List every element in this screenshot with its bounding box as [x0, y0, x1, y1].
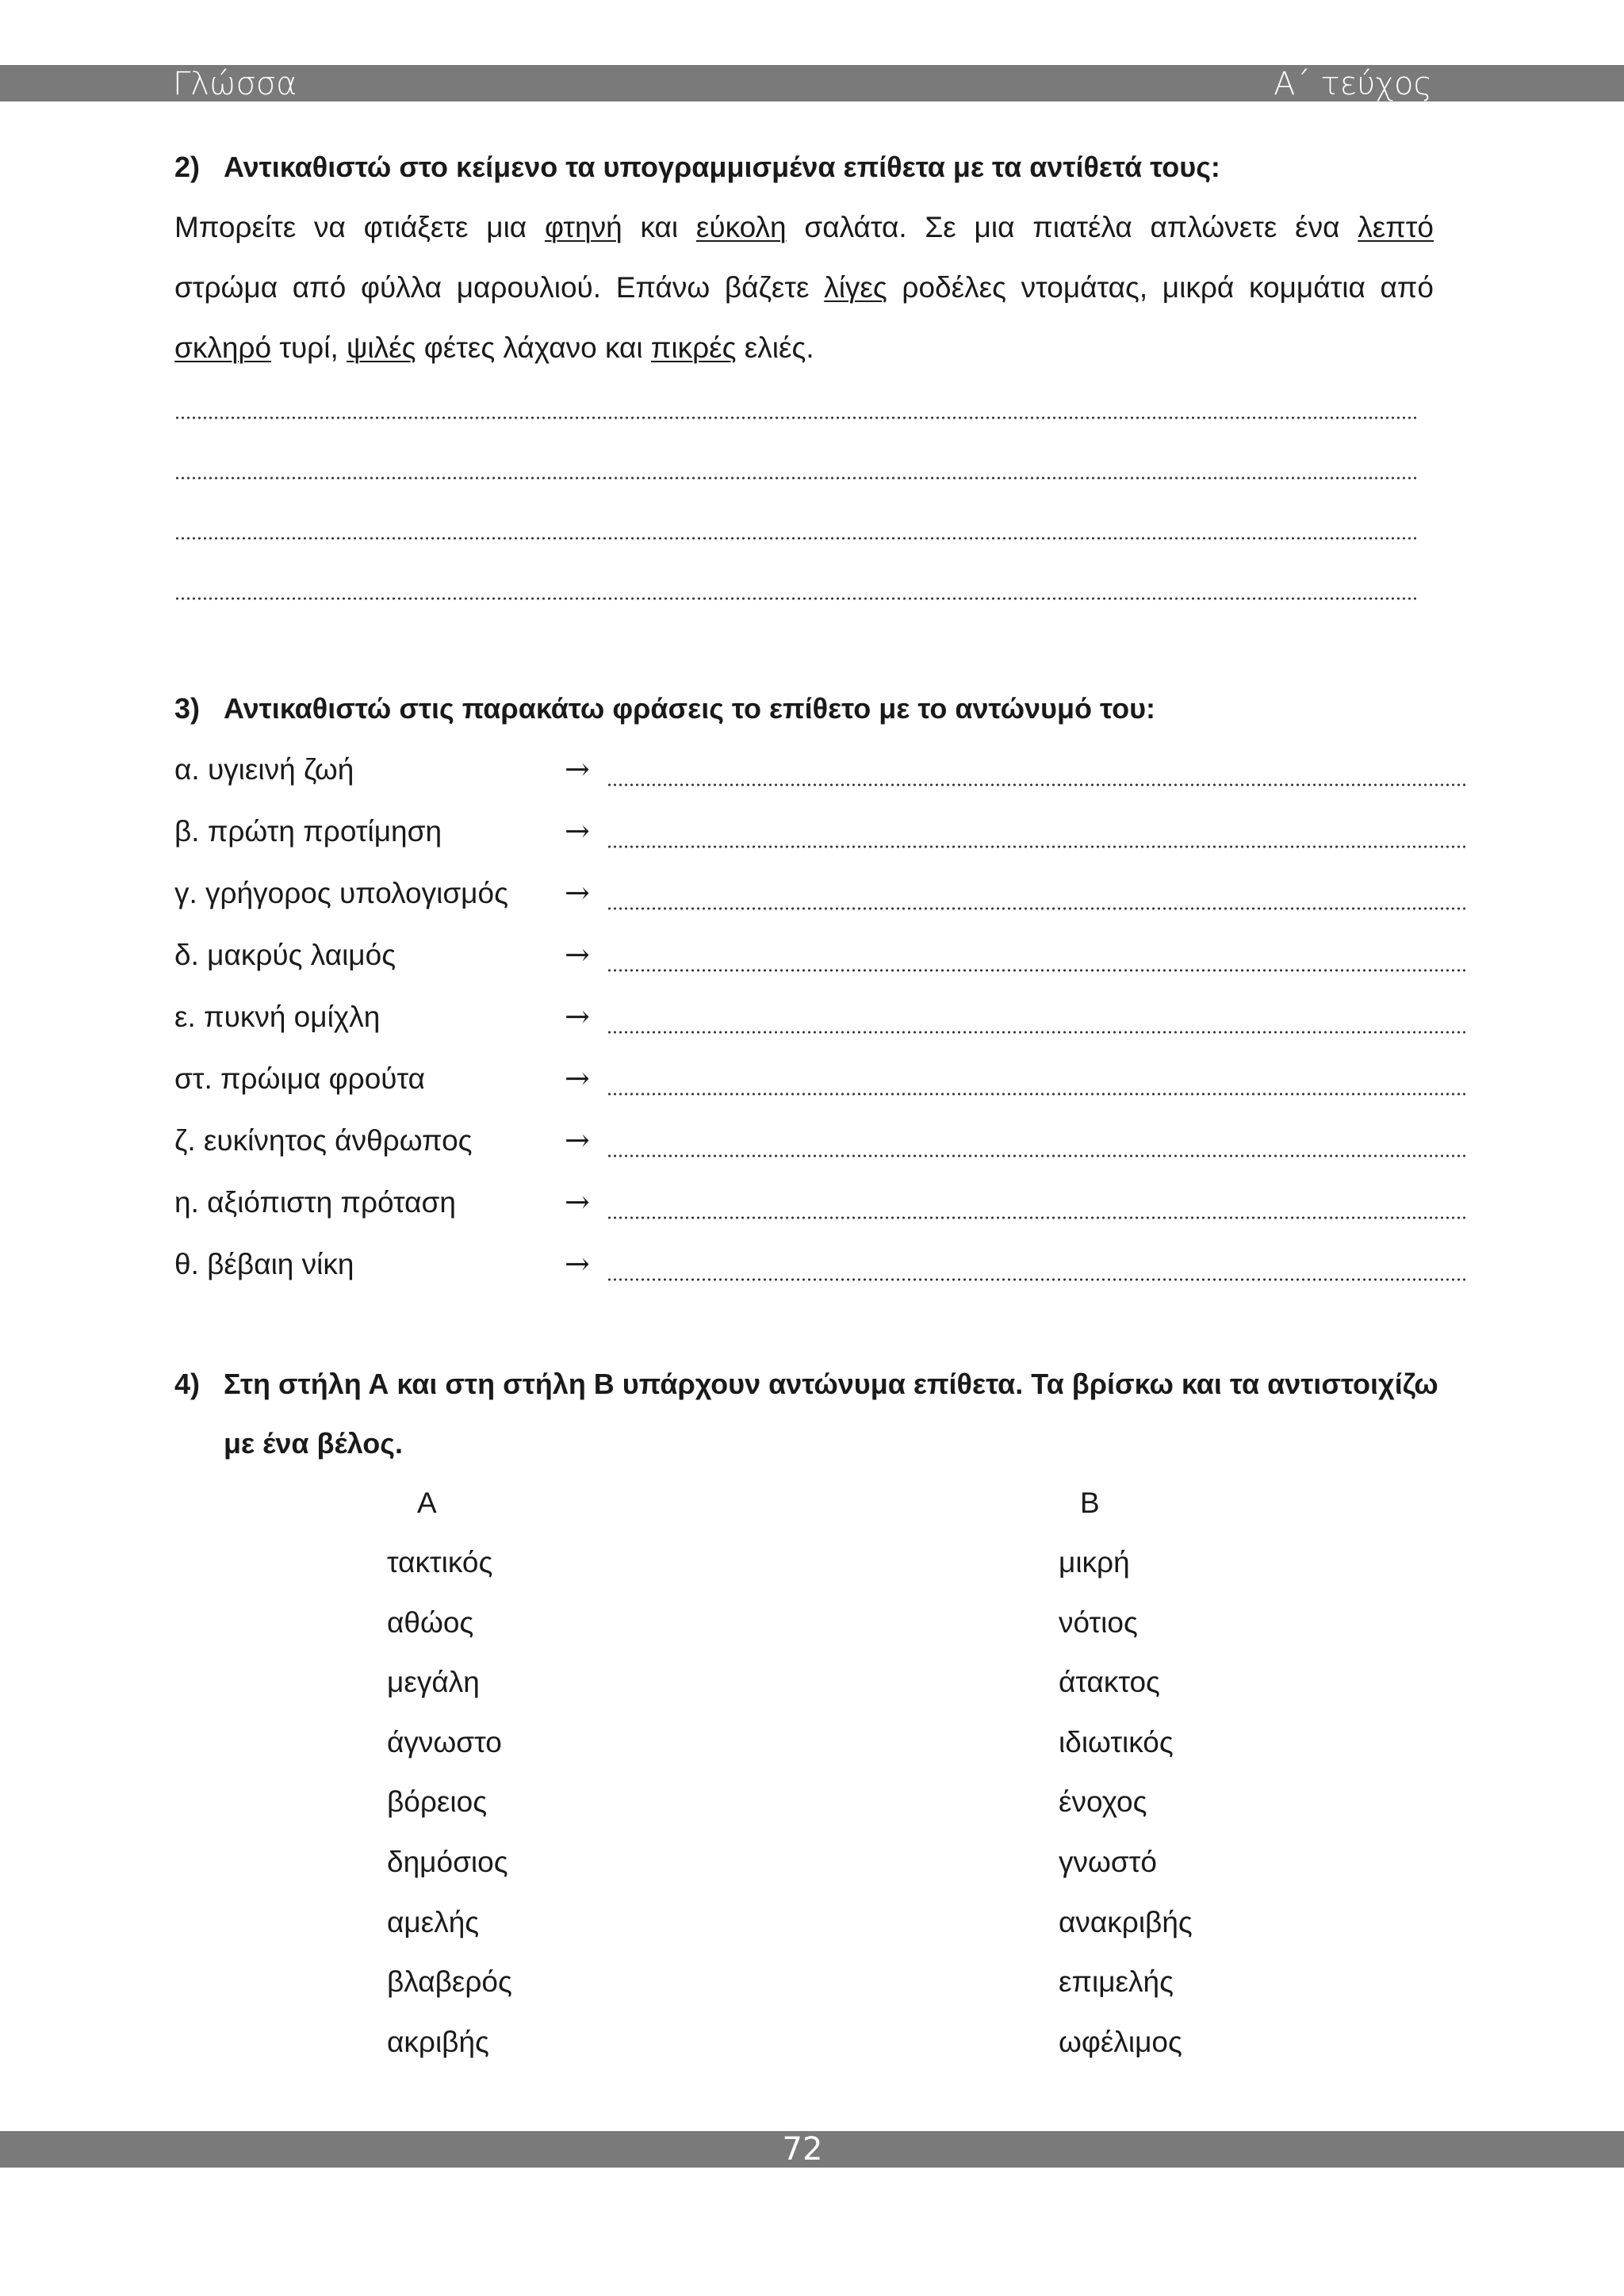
exercise-row — [174, 1186, 1300, 1226]
arrow-right-icon: → — [565, 752, 590, 786]
column-b-header: Β — [1080, 1487, 1100, 1519]
answer-line[interactable] — [607, 1031, 1467, 1034]
text: φέτες λάχανο και — [423, 331, 643, 364]
phrase: η. αξιόπιστη πρόταση — [174, 1186, 456, 1219]
column-a-word[interactable]: βόρειος — [387, 1785, 488, 1819]
exercise-row — [174, 753, 1300, 793]
column-b-word[interactable]: ωφέλιμος — [1059, 2025, 1182, 2058]
phrase: στ. πρώιμα φρούτα — [174, 1062, 426, 1095]
header-volume: Α΄ τεύχος — [1274, 66, 1432, 102]
column-a-word[interactable]: τακτικός — [387, 1546, 493, 1578]
phrase: ζ. ευκίνητος άνθρωπος — [174, 1124, 473, 1157]
column-a-word[interactable]: μεγάλη — [387, 1666, 480, 1699]
answer-line[interactable] — [607, 907, 1467, 910]
column-a-word[interactable]: άγνωστο — [387, 1725, 502, 1758]
underlined-adjective: φτηνή — [544, 211, 622, 243]
text: ροδέλες ντομάτας, μικρά κομμάτια από — [902, 271, 1434, 304]
column-b-word[interactable]: άτακτος — [1059, 1666, 1160, 1699]
column-a-word[interactable]: ακριβής — [387, 2025, 489, 2058]
exercise-row — [174, 1001, 1300, 1040]
column-b-word[interactable]: γνωστό — [1059, 1846, 1157, 1878]
arrow-right-icon: → — [565, 999, 590, 1034]
arrow-right-icon: → — [565, 1123, 590, 1158]
phrase: θ. βέβαιη νίκη — [174, 1248, 354, 1280]
answer-line[interactable] — [607, 1216, 1467, 1219]
answer-line[interactable] — [607, 845, 1467, 848]
underlined-adjective: λίγες — [824, 271, 887, 304]
text: Μπορείτε να φτιάξετε μια — [174, 211, 527, 243]
phrase: α. υγιεινή ζωή — [174, 753, 354, 786]
exercise-row — [174, 1062, 1300, 1102]
q2-text-line-3 — [174, 331, 1434, 365]
question-number: 2) — [174, 151, 201, 183]
text: στρώμα από φύλλα μαρουλιού. Επάνω βάζετε — [174, 271, 810, 304]
question-number: 4) — [174, 1368, 201, 1400]
exercise-row — [174, 815, 1300, 855]
underlined-adjective: πικρές — [650, 331, 737, 364]
arrow-right-icon: → — [565, 875, 590, 910]
arrow-right-icon: → — [565, 1246, 590, 1281]
exercise-row — [174, 1248, 1300, 1288]
text: και — [640, 211, 679, 243]
underlined-adjective: εύκολη — [695, 211, 787, 243]
answer-line[interactable] — [607, 1093, 1467, 1096]
answer-line[interactable] — [174, 476, 1418, 480]
answer-line[interactable] — [607, 1154, 1467, 1158]
question-title: Αντικαθιστώ στις παρακάτω φράσεις το επίθετο με το αντώνυμό του: — [224, 692, 1156, 725]
text: ελιές. — [744, 331, 814, 364]
answer-line[interactable] — [607, 783, 1467, 786]
phrase: δ. μακρύς λαιμός — [174, 939, 396, 971]
page-footer — [0, 2131, 1624, 2168]
answer-line[interactable] — [174, 537, 1418, 540]
column-a-word[interactable]: αμελής — [387, 1905, 480, 1938]
page-number: 72 — [782, 2131, 823, 2168]
column-a-word[interactable]: δημόσιος — [387, 1846, 508, 1878]
answer-line[interactable] — [607, 1278, 1467, 1281]
arrow-right-icon: → — [565, 937, 590, 972]
arrow-right-icon: → — [565, 1061, 590, 1096]
arrow-right-icon: → — [565, 1184, 590, 1219]
question-number: 3) — [174, 692, 201, 725]
underlined-adjective: σκληρό — [174, 331, 272, 364]
text: τυρί, — [279, 331, 339, 364]
exercise-row — [174, 939, 1300, 978]
column-a-word[interactable]: αθώος — [387, 1605, 474, 1639]
answer-line[interactable] — [607, 969, 1467, 972]
arrow-right-icon: → — [565, 813, 590, 848]
question-title-line-2: με ένα βέλος. — [224, 1427, 404, 1460]
page-header — [0, 65, 1624, 101]
column-b-word[interactable]: μικρή — [1059, 1546, 1130, 1578]
column-b-word[interactable]: ιδιωτικός — [1059, 1725, 1174, 1758]
column-b-word[interactable]: επιμελής — [1059, 1965, 1174, 1999]
question-title: Αντικαθιστώ στο κείμενο τα υπογραμμισμένα επίθετα με τα αντίθετά τους: — [224, 151, 1220, 183]
text: σαλάτα. Σε μια πιατέλα απλώνετε ένα — [804, 211, 1340, 243]
column-a-header: Α — [417, 1487, 437, 1519]
underlined-adjective: ψιλές — [347, 331, 416, 364]
exercise-row — [174, 1124, 1300, 1164]
underlined-adjective: λεπτό — [1358, 211, 1434, 243]
answer-line[interactable] — [174, 416, 1418, 419]
q2-text-line-2 — [174, 271, 1434, 304]
column-b-word[interactable]: ανακριβής — [1059, 1905, 1193, 1938]
column-a-word[interactable]: βλαβερός — [387, 1965, 512, 1999]
column-b-word[interactable]: ένοχος — [1059, 1785, 1147, 1819]
header-subject: Γλώσσα — [173, 66, 297, 102]
column-b-word[interactable]: νότιος — [1059, 1605, 1138, 1639]
phrase: β. πρώτη προτίμηση — [174, 815, 442, 848]
answer-line[interactable] — [174, 597, 1418, 600]
exercise-row — [174, 877, 1300, 916]
question-title-line-1: Στη στήλη Α και στη στήλη Β υπάρχουν αντώνυμα επίθετα. Τα βρίσκω και τα αντιστοιχίζω — [224, 1368, 1438, 1400]
phrase: γ. γρήγορος υπολογισμός — [174, 877, 508, 909]
phrase: ε. πυκνή ομίχλη — [174, 1001, 381, 1033]
q2-text-line-1 — [174, 211, 1434, 244]
